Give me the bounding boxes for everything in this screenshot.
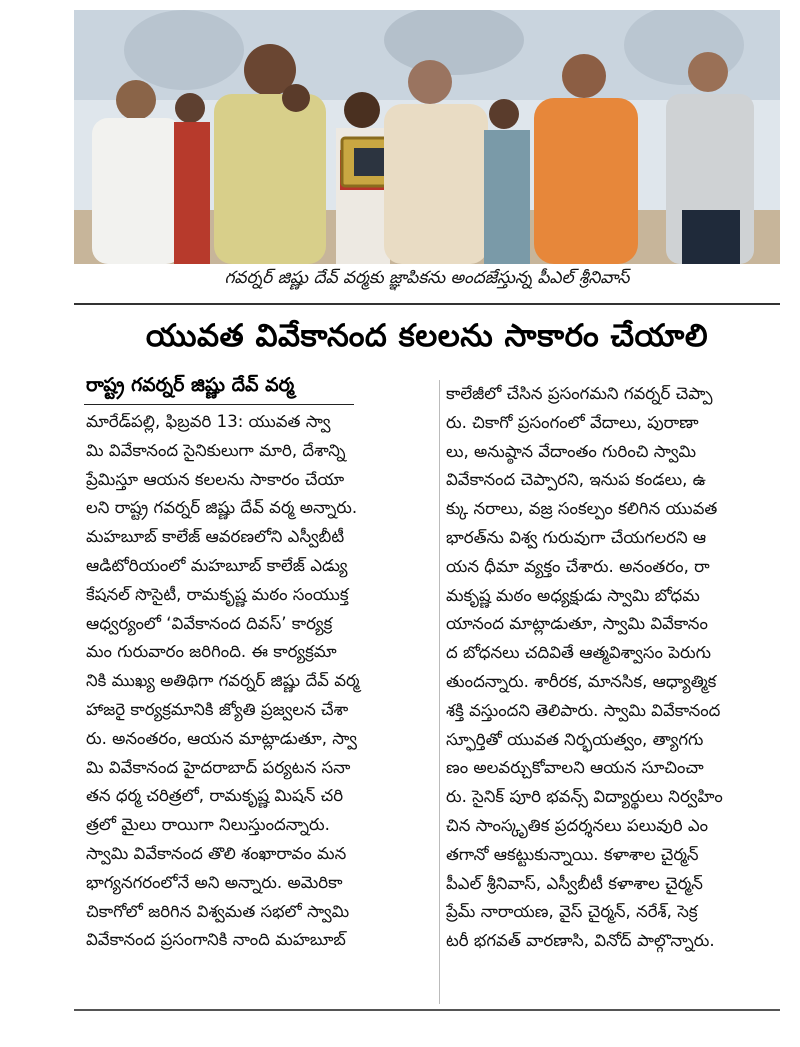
article-line: కాలేజీలో చేసిన ప్రసంగమని గవర్నర్ చెప్పా [446,384,713,403]
article-line: పీఎల్ శ్రీనివాస్, ఎస్వీబీటీ కళాశాల చైర్మన్ [446,873,703,893]
column-divider [439,380,440,1004]
article-line: లని రాష్ట్ర గవర్నర్ జిష్ణు దేవ్ వర్మ అన్నారు. [86,498,358,518]
photo-caption: గవర్నర్ జిష్ణు దేవ్ వర్మకు జ్ఞాపికను అందజేస్తున్న పీఎల్ శ్రీనివాస్ [224,268,630,288]
article-line: మి వివేకానంద సైనికులుగా మారి, దేశాన్ని [86,440,346,460]
article-line: ప్రేమిస్తూ ఆయన కలలను సాకారం చేయా [86,469,345,489]
article-line: రు. చికాగో ప్రసంగంలో వేదాలు, పురాణా [446,412,699,432]
bottom-divider [74,1009,780,1011]
article-line: యన ధీమా వ్యక్తం చేశారు. అనంతరం, రా [446,556,710,576]
article-line: తగానో ఆకట్టుకున్నాయి. కళాశాల చైర్మన్ [446,844,699,864]
byline: రాష్ట్ర గవర్నర్ జిష్ణు దేవ్ వర్మ [86,374,295,396]
article-line: స్వామి వివేకానంద తొలి శంఖారావం మన [86,843,347,863]
article-line: రు. అనంతరం, ఆయన మాట్లాడుతూ, స్వా [86,728,357,748]
article-right-column [446,380,786,956]
caption-divider [74,303,780,305]
article-line: నికి ముఖ్య అతిథిగా గవర్నర్ జిష్ణు దేవ్ వర్మ [86,671,360,691]
article-line: ద బోధనలు చదివితే ఆత్మవిశ్వాసం పెరుగు [446,643,712,663]
article-line: రు. సైనిక్ పూరి భవన్స్ విద్యార్థులు నిర్వహిం [446,787,723,807]
article-line: మి వివేకానంద హైదరాబాద్ పర్యటన సనా [86,757,351,777]
headline: యువత వివేకానంద కలలను సాకారం చేయాలి [145,317,709,354]
article-line: టరీ భగవత్ వారణాసి, వినోద్ పాల్గొన్నారు. [446,931,715,951]
article-line: కేషనల్ సొసైటీ, రామకృష్ణ మఠం సంయుక్త [86,584,349,604]
article-line: మం గురువారం జరిగింది. ఈ కార్యక్రమా [86,642,337,662]
article-line: ఆధ్వర్యంలో ‘వివేకానంద దివస్’ కార్యక్ర [86,613,333,633]
article-line: వివేకానంద చెప్పారని, ఇనుప కండలు, ఉ [446,470,706,490]
article-line: మకృష్ణ మఠం అధ్యక్షుడు స్వామి బోధమ [446,585,700,605]
article-line: తన ధర్మ చరిత్రలో, రామకృష్ణ మిషన్ చరి [86,786,344,806]
article-line: తుందన్నారు. శారీరక, మానసిక, ఆధ్యాత్మిక [446,671,717,691]
article-line: మహబూబ్ కాలేజ్ ఆవరణలోని ఎస్వీబీటీ [86,527,345,547]
article-line: స్ఫూర్తితో యువత నిర్భయత్వం, త్యాగగు [446,729,704,749]
article-line: హాజరై కార్యక్రమానికి జ్యోతి ప్రజ్వలన చేశా [86,699,349,719]
article-line: భారత్‌ను విశ్వ గురువుగా చేయగలరని ఆ [446,527,707,547]
article-line: మారేడ్‌పల్లి, ఫిబ్రవరి 13: యువత స్వా [86,412,331,431]
event-photo [74,10,780,264]
article-line: చికాగోలో జరిగిన విశ్వమత సభలో స్వామి [86,901,350,921]
event-photo-illustration [74,10,780,264]
article-line: క్కు నరాలు, వజ్ర సంకల్పం కలిగిన యువత [446,499,718,519]
byline-underline [84,404,354,405]
article-line: ఆడిటోరియంలో మహబూబ్ కాలేజ్ ఎడ్యు [86,555,348,575]
article-line: ణం అలవర్చుకోవాలని ఆయన సూచించా [446,758,704,778]
article-line: భాగ్యనగరంలోనే అని అన్నారు. అమెరికా [86,872,343,892]
article-line: శక్తి వస్తుందని తెలిపారు. స్వామి వివేకానంద [446,700,721,720]
article-line: వివేకానంద ప్రసంగానికి నాంది మహబూబ్ [86,930,346,950]
article-line: త్రలో మైలు రాయిగా నిలుస్తుందన్నారు. [86,815,330,835]
article-line: యానంద మాట్లాడుతూ, స్వామి వివేకానం [446,614,708,634]
article-left-column [86,408,432,955]
article-line: చిన సాంస్కృతిక ప్రదర్శనలు పలువురి ఎం [446,815,709,835]
article-line: లు, అనుష్ఠాన వేదాంతం గురించి స్వామి [446,441,697,461]
article-line: ప్రేమ్ నారాయణ, వైస్ చైర్మన్, నరేశ్, సెక్ర [446,902,698,922]
